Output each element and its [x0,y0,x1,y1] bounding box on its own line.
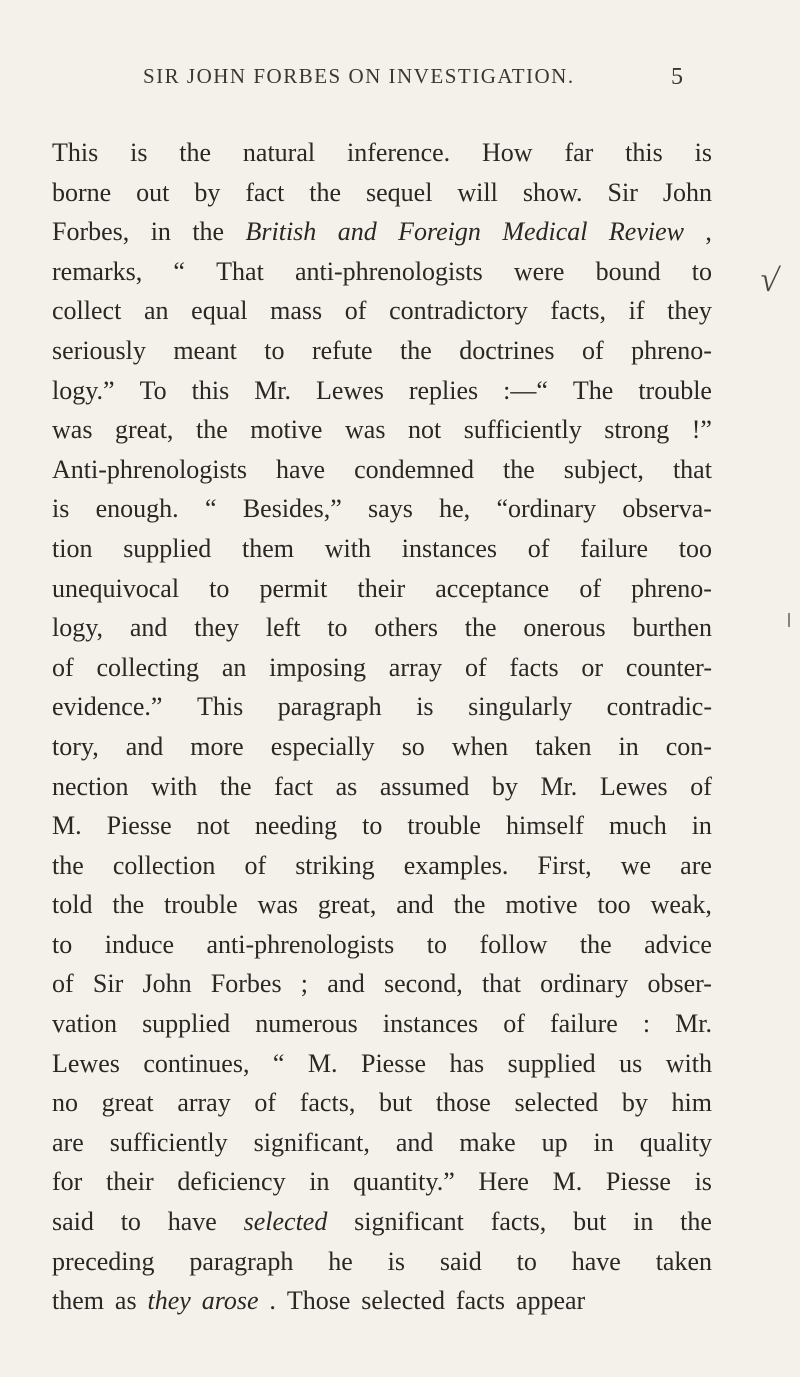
text-line: tory, and more especially so when taken in con- [52,731,712,761]
body-text [52,133,712,1321]
text-line: Anti-phrenologists have condemned the subject, that [52,454,712,484]
text-line: of Sir John Forbes ; and second, that ordinary obser- [52,969,712,999]
text-line: said to have selected significant facts, but in the [52,1207,712,1237]
text-line: was great, the motive was not sufficiently strong !” [52,415,712,445]
text-line: of collecting an imposing array of facts or counter- [52,652,712,682]
text-line: Lewes continues, “ M. Piesse has supplied us with [52,1048,712,1078]
page-number: 5 [671,64,683,90]
text-line: logy.” To this Mr. Lewes replies :—“ The trouble [52,375,712,405]
text-line: them as they arose . Those selected facts appear [52,1286,586,1316]
text-line: the collection of striking examples. First, we are [52,850,712,880]
margin-check-mark: √ [757,260,782,301]
text-line: evidence.” This paragraph is singularly contradic- [52,692,712,722]
text-line: collect an equal mass of contradictory facts, if they [52,296,712,326]
text-line: for their deficiency in quantity.” Here M. Piesse is [52,1167,712,1197]
text-line: nection with the fact as assumed by Mr. Lewes of [52,771,712,801]
running-title: SIR JOHN FORBES ON INVESTIGATION. [143,64,575,88]
text-line: M. Piesse not needing to trouble himself much in [52,811,712,841]
margin-tick-mark [788,613,790,627]
text-line: unequivocal to permit their acceptance of phreno- [52,573,712,603]
text-line: no great array of facts, but those selected by him [52,1088,712,1118]
text-line: preceding paragraph he is said to have taken [52,1246,712,1276]
text-line: remarks, “ That anti-phrenologists were bound to [52,256,712,286]
text-line: are sufficiently significant, and make up in quality [52,1127,712,1157]
text-line: to induce anti-phrenologists to follow the advice [52,929,712,959]
text-line: This is the natural inference. How far this is [52,138,712,167]
text-line: tion supplied them with instances of failure too [52,533,712,563]
text-line: is enough. “ Besides,” says he, “ordinary observa- [52,494,712,524]
text-line: Forbes, in the British and Foreign Medical Review , [52,217,712,247]
text-line: logy, and they left to others the onerous burthen [52,613,712,643]
text-line: vation supplied numerous instances of failure : Mr. [52,1009,712,1039]
running-head [0,64,800,94]
text-line: told the trouble was great, and the motive too weak, [52,890,712,920]
text-line: borne out by fact the sequel will show. Sir John [52,177,712,207]
text-line: seriously meant to refute the doctrines of phreno- [52,335,712,365]
